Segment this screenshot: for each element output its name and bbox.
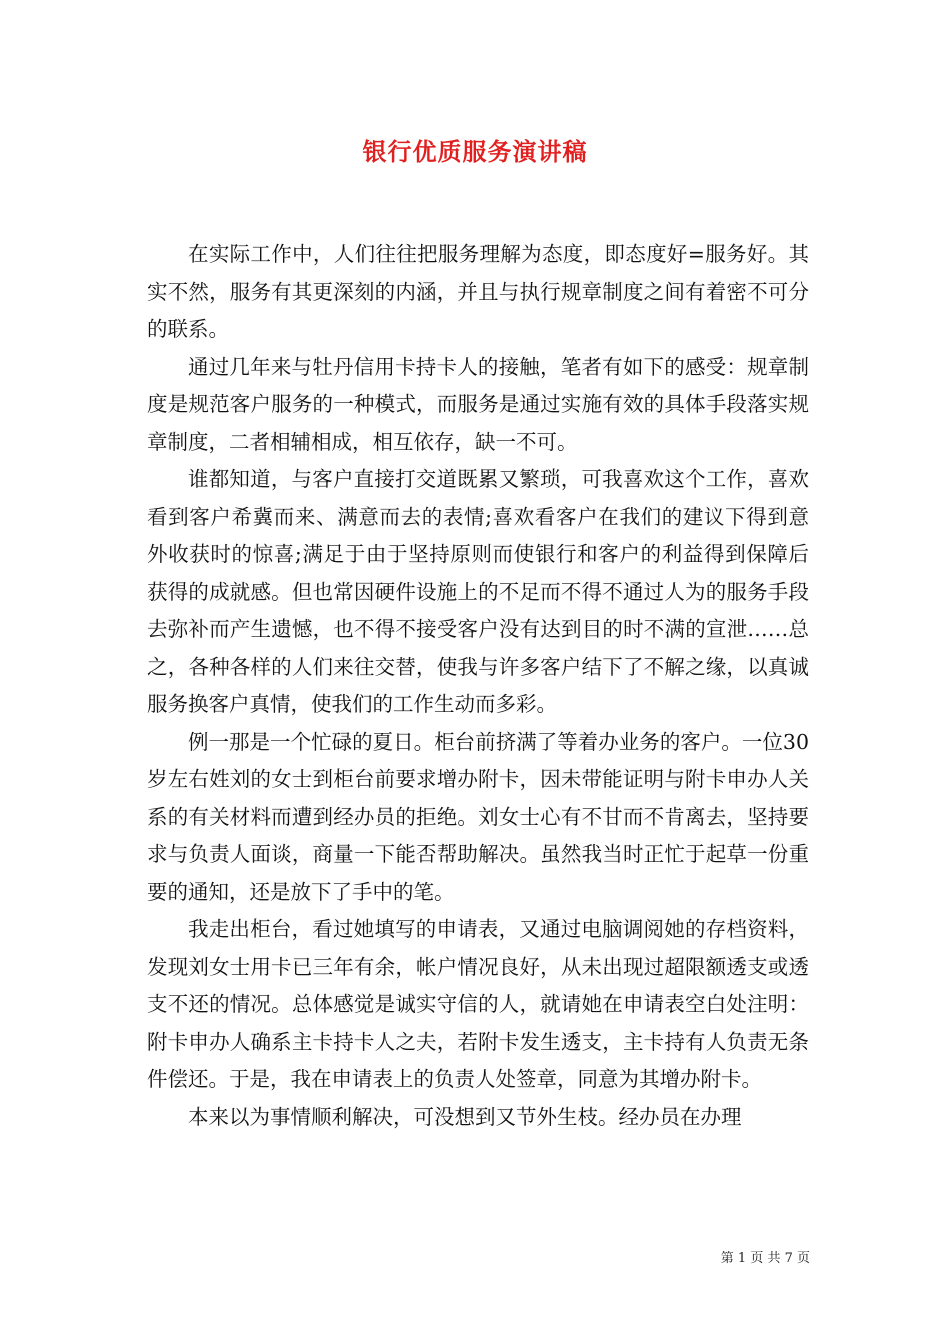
paragraph: 我走出柜台，看过她填写的申请表，又通过电脑调阅她的存档资料，发现刘女士用卡已三年有余，帐户情况良好，从未出现过超限额透支或透支不还的情况。总体感觉是诚实守信的人，就请她在申请表空白处注明：附卡申办人确系主卡持卡人之夫，若附卡发生透支，主卡持有人负责无条件偿还。于是，我在申请表上的负责人处签章，同意为其增办附卡。 <box>147 917 809 1091</box>
document-body <box>147 236 809 1136</box>
paragraph: 本来以为事情顺利解决，可没想到又节外生枝。经办员在办理 <box>188 1104 742 1129</box>
paragraph: 谁都知道，与客户直接打交道既累又繁琐，可我喜欢这个工作，喜欢看到客户希冀而来、满意而去的表情;喜欢看客户在我们的建议下得到意外收获时的惊喜;满足于由于坚持原则而使银行和客户的利益得到保障后获得的成就感。但也常因硬件设施上的不足而不得不通过人为的服务手段去弥补而产生遗憾，也不得不接受客户没有达到目的时不满的宣泄……总之，各种各样的人们来往交替，使我与许多客户结下了不解之缘，以真诚服务换客户真情，使我们的工作生动而多彩。 <box>147 467 809 716</box>
page-number: 第 1 页 共 7 页 <box>720 1251 810 1266</box>
paragraph: 通过几年来与牡丹信用卡持卡人的接触，笔者有如下的感受：规章制度是规范客户服务的一种模式，而服务是通过实施有效的具体手段落实规章制度，二者相辅相成，相互依存，缺一不可。 <box>147 354 809 454</box>
paragraph: 例一那是一个忙碌的夏日。柜台前挤满了等着办业务的客户。一位30岁左右姓刘的女士到柜台前要求增办附卡，因未带能证明与附卡申办人关系的有关材料而遭到经办员的拒绝。刘女士心有不甘而不肯离去，坚持要求与负责人面谈，商量一下能否帮助解决。虽然我当时正忙于起草一份重要的通知，还是放下了手中的笔。 <box>147 729 809 904</box>
document-title: 银行优质服务演讲稿 <box>362 137 588 166</box>
paragraph: 在实际工作中，人们往往把服务理解为态度，即态度好=服务好。其实不然，服务有其更深刻的内涵，并且与执行规章制度之间有着密不可分的联系。 <box>147 242 809 341</box>
